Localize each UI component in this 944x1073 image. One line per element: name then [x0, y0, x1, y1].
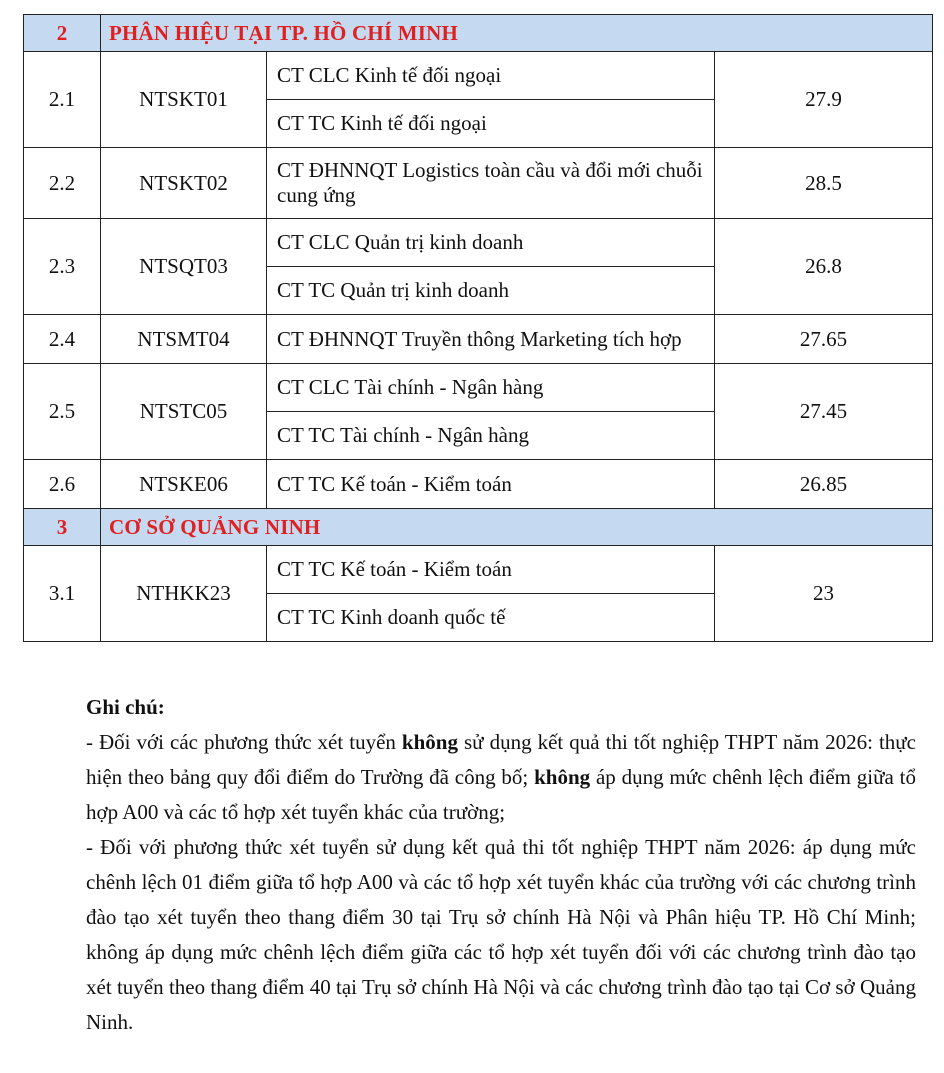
notes-section	[86, 690, 916, 1040]
section-name: CƠ SỞ QUẢNG NINH	[101, 509, 933, 546]
section-header-quang-ninh	[24, 509, 933, 546]
row-number: 2.2	[24, 148, 101, 219]
program-code: NTHKK23	[101, 546, 267, 642]
row-number: 2.1	[24, 52, 101, 148]
section-number: 2	[24, 15, 101, 52]
table-row	[24, 52, 933, 100]
table-row	[24, 364, 933, 412]
program-name: CT TC Kế toán - Kiểm toán	[267, 546, 715, 594]
program-code: NTSKT02	[101, 148, 267, 219]
program-code: NTSKE06	[101, 460, 267, 509]
table-row	[24, 219, 933, 267]
table-row	[24, 460, 933, 509]
note-emphasis: không	[401, 730, 458, 754]
program-code: NTSKT01	[101, 52, 267, 148]
table-row	[24, 546, 933, 594]
program-code: NTSMT04	[101, 315, 267, 364]
program-name: CT TC Kinh doanh quốc tế	[267, 594, 715, 642]
note-text: sử dụng kết quả thi tốt nghiệp THPT năm 2026: thực hiện theo bảng quy đổi điểm do Trường đã công bố;	[86, 730, 917, 789]
program-name: CT ĐHNNQT Logistics toàn cầu và đổi mới chuỗi cung ứng	[267, 148, 715, 219]
row-number: 2.4	[24, 315, 101, 364]
admission-score: 26.85	[715, 460, 933, 509]
row-number: 2.5	[24, 364, 101, 460]
notes-title: Ghi chú:	[86, 695, 165, 719]
note-paragraph: - Đối với phương thức xét tuyển sử dụng kết quả thi tốt nghiệp THPT năm 2026: áp dụng mức chênh lệch 01 điểm giữa tổ hợp A00 và các tổ hợp xét tuyển khác của trường với các chương trình đào tạo xét tuyển theo thang điểm 30 tại Trụ sở chính Hà Nội và Phân hiệu TP. Hồ Chí Minh; không áp dụng mức chênh lệch điểm giữa các tổ hợp xét tuyển đối với các chương trình đào tạo xét tuyển theo thang điểm 40 tại Trụ sở chính Hà Nội và các chương trình đào tạo tại Cơ sở Quảng Ninh.	[86, 835, 916, 1034]
admission-score: 27.45	[715, 364, 933, 460]
program-name: CT TC Kinh tế đối ngoại	[267, 100, 715, 148]
admission-score: 28.5	[715, 148, 933, 219]
section-header-hcm	[24, 15, 933, 52]
program-code: NTSTC05	[101, 364, 267, 460]
table-row	[24, 148, 933, 219]
row-number: 3.1	[24, 546, 101, 642]
section-number: 3	[24, 509, 101, 546]
note-paragraph	[86, 725, 916, 830]
note-emphasis: không	[534, 765, 591, 789]
admission-score-table	[23, 14, 933, 642]
admission-score: 27.9	[715, 52, 933, 148]
program-name: CT TC Tài chính - Ngân hàng	[267, 412, 715, 460]
admission-score: 23	[715, 546, 933, 642]
program-name: CT TC Quản trị kinh doanh	[267, 267, 715, 315]
program-name: CT ĐHNNQT Truyền thông Marketing tích hợp	[267, 315, 715, 364]
note-text: - Đối với các phương thức xét tuyển	[86, 730, 402, 754]
program-name: CT CLC Tài chính - Ngân hàng	[267, 364, 715, 412]
program-name: CT TC Kế toán - Kiểm toán	[267, 460, 715, 509]
admission-score: 27.65	[715, 315, 933, 364]
row-number: 2.6	[24, 460, 101, 509]
table-row	[24, 315, 933, 364]
program-name: CT CLC Quản trị kinh doanh	[267, 219, 715, 267]
section-name: PHÂN HIỆU TẠI TP. HỒ CHÍ MINH	[101, 15, 933, 52]
program-name: CT CLC Kinh tế đối ngoại	[267, 52, 715, 100]
row-number: 2.3	[24, 219, 101, 315]
note-text: áp dụng mức chênh lệch điểm giữa tổ hợp A00 và các tổ hợp xét tuyển khác của trường;	[86, 765, 916, 824]
admission-score: 26.8	[715, 219, 933, 315]
program-code: NTSQT03	[101, 219, 267, 315]
